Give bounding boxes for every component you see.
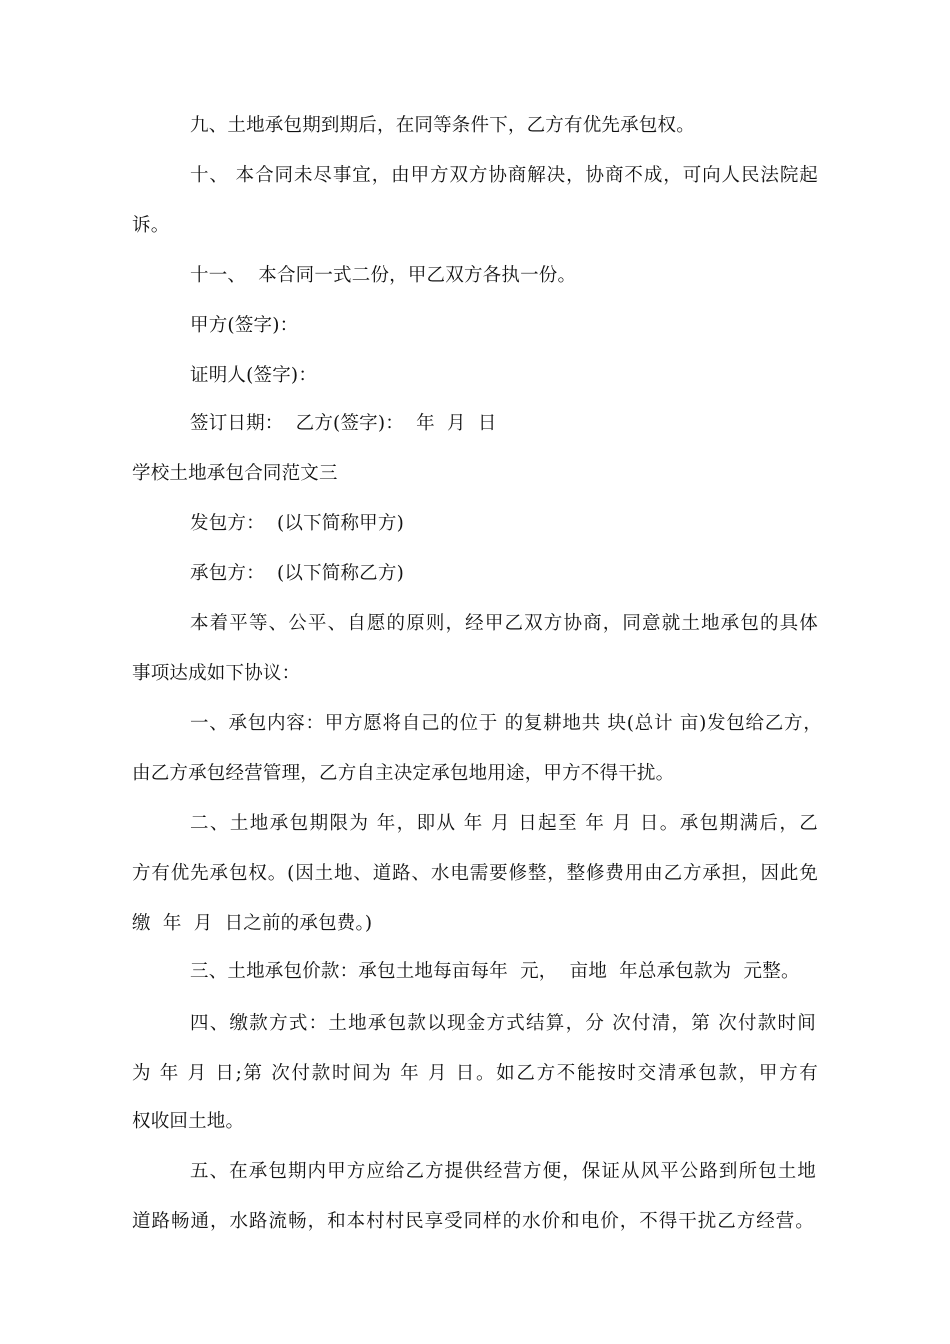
clause-2-line-3: 缴 年 月 日之前的承包费。) (132, 913, 373, 934)
contractor-line: 发包方： (以下简称甲方) (190, 513, 404, 534)
clause-10-line-2: 诉。 (132, 215, 170, 236)
clause-1-line-1: 一、承包内容：甲方愿将自己的位于 的复耕地共 块(总计 亩)发包给乙方， (190, 713, 822, 734)
clause-2-line-2: 方有优先承包权。(因土地、道路、水电需要修整，整修费用由乙方承担，因此免 (132, 863, 818, 884)
signing-date: 签订日期： 乙方(签字)： 年 月 日 (190, 413, 497, 434)
section-title: 学校土地承包合同范文三 (132, 463, 338, 484)
clause-4-line-3: 权收回土地。 (132, 1111, 245, 1132)
clause-10-line-1: 十、 本合同未尽事宜，由甲方双方协商解决，协商不成，可向人民法院起 (190, 165, 818, 186)
clause-1-line-2: 由乙方承包经营管理，乙方自主决定承包地用途，甲方不得干扰。 (132, 763, 675, 784)
clause-4-line-1: 四、缴款方式：土地承包款以现金方式结算，分 次付清，第 次付款时间 (190, 1013, 816, 1034)
clause-5-line-2: 道路畅通，水路流畅，和本村村民享受同样的水价和电价，不得干扰乙方经营。 (132, 1211, 814, 1232)
clause-3: 三、土地承包价款：承包土地每亩每年 元， 亩地 年总承包款为 元整。 (190, 961, 800, 982)
contractee-line: 承包方： (以下简称乙方) (190, 563, 404, 584)
clause-9: 九、土地承包期到期后，在同等条件下，乙方有优先承包权。 (190, 115, 695, 136)
clause-2-line-1: 二、土地承包期限为 年，即从 年 月 日起至 年 月 日。承包期满后，乙 (190, 813, 818, 834)
party-a-signature: 甲方(签字)： (190, 315, 299, 336)
preamble-line-2: 事项达成如下协议： (132, 663, 301, 684)
clause-5-line-1: 五、在承包期内甲方应给乙方提供经营方便，保证从风平公路到所包土地 (190, 1161, 816, 1182)
witness-signature: 证明人(签字)： (190, 365, 318, 386)
clause-11: 十一、 本合同一式二份，甲乙双方各执一份。 (190, 265, 577, 286)
preamble-line-1: 本着平等、公平、自愿的原则，经甲乙双方协商，同意就土地承包的具体 (190, 613, 818, 634)
clause-4-line-2: 为 年 月 日;第 次付款时间为 年 月 日。如乙方不能按时交清承包款，甲方有 (132, 1063, 818, 1084)
